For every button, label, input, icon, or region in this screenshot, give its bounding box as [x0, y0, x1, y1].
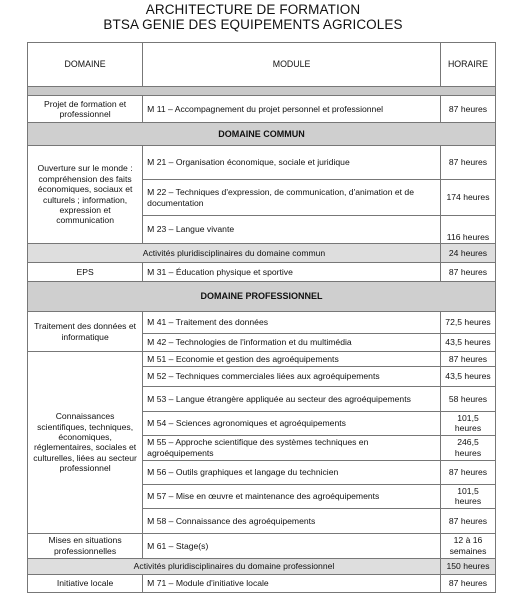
activites-label: Activités pluridisciplinaires du domaine commun [28, 244, 441, 263]
horaire-cell: 43,5 heures [440, 367, 495, 387]
activites-label: Activités pluridisciplinaires du domaine professionnel [28, 558, 441, 574]
horaire-cell: 174 heures [440, 180, 495, 216]
section-label: DOMAINE PROFESSIONNEL [28, 282, 496, 312]
domaine-cell: Traitement des données et informatique [28, 312, 143, 352]
header-domaine: DOMAINE [28, 43, 143, 87]
domaine-cell: Mises en situations professionnelles [28, 533, 143, 558]
module-cell: M 58 – Connaissance des agroéquipements [143, 508, 441, 533]
horaire-cell: 87 heures [440, 574, 495, 592]
activites-row-commun [28, 244, 496, 263]
horaire-cell: 87 heures [440, 460, 495, 484]
table-row [28, 574, 496, 592]
module-cell: M 42 – Technologies de l'information et du multimédia [143, 334, 441, 352]
domaine-cell: EPS [28, 263, 143, 282]
module-cell: M 31 – Éducation physique et sportive [143, 263, 441, 282]
horaire-cell: 87 heures [440, 263, 495, 282]
horaire-cell: 87 heures [440, 96, 495, 123]
module-cell: M 11 – Accompagnement du projet personnel et professionnel [143, 96, 441, 123]
horaire-cell: 116 heures [440, 216, 495, 244]
formation-table [27, 42, 496, 593]
horaire-cell: 24 heures [440, 244, 495, 263]
module-cell: M 23 – Langue vivante [143, 216, 441, 244]
table-row [28, 263, 496, 282]
horaire-cell: 87 heures [440, 508, 495, 533]
section-header-commun [28, 123, 496, 146]
module-cell: M 57 – Mise en œuvre et maintenance des agroéquipements [143, 484, 441, 508]
section-label: DOMAINE COMMUN [28, 123, 496, 146]
table-row [28, 312, 496, 334]
horaire-cell: 101,5 heures [440, 412, 495, 436]
header-module: MODULE [143, 43, 441, 87]
module-cell: M 61 – Stage(s) [143, 533, 441, 558]
module-cell: M 21 – Organisation économique, sociale et juridique [143, 146, 441, 180]
spacer-row [28, 87, 496, 96]
module-cell: M 71 – Module d'initiative locale [143, 574, 441, 592]
horaire-cell: 12 à 16 semaines [440, 533, 495, 558]
module-cell: M 54 – Sciences agronomiques et agroéquipements [143, 412, 441, 436]
domaine-cell: Projet de formation et professionnel [28, 96, 143, 123]
horaire-cell: 87 heures [440, 352, 495, 367]
module-cell: M 22 – Techniques d'expression, de communication, d'animation et de documentation [143, 180, 441, 216]
module-cell: M 56 – Outils graphiques et langage du technicien [143, 460, 441, 484]
table-row [28, 146, 496, 180]
domaine-cell: Initiative locale [28, 574, 143, 592]
activites-row-professionnel [28, 558, 496, 574]
table-row [28, 533, 496, 558]
document-title [0, 0, 506, 32]
domaine-cell: Ouverture sur le monde : compréhension des faits économiques, sociaux et culturels ; information, expression et communication [28, 146, 143, 244]
module-cell: M 55 – Approche scientifique des systèmes techniques en agroéquipements [143, 435, 441, 460]
table-row [28, 352, 496, 367]
horaire-cell: 150 heures [440, 558, 495, 574]
header-row [28, 43, 496, 87]
horaire-cell: 58 heures [440, 387, 495, 412]
horaire-cell: 87 heures [440, 146, 495, 180]
horaire-cell: 101,5 heures [440, 484, 495, 508]
domaine-cell: Connaissances scientifiques, techniques, économiques, réglementaires, sociales et culturelles, liées au secteur professionnel [28, 352, 143, 534]
title-line-2: BTSA GENIE DES EQUIPEMENTS AGRICOLES [103, 17, 403, 32]
module-cell: M 41 – Traitement des données [143, 312, 441, 334]
horaire-cell: 72,5 heures [440, 312, 495, 334]
section-header-professionnel [28, 282, 496, 312]
table-row [28, 96, 496, 123]
title-line-1: ARCHITECTURE DE FORMATION [145, 2, 361, 17]
horaire-cell: 246,5 heures [440, 435, 495, 460]
module-cell: M 51 – Economie et gestion des agroéquipements [143, 352, 441, 367]
header-horaire: HORAIRE [440, 43, 495, 87]
module-cell: M 52 – Techniques commerciales liées aux agroéquipements [143, 367, 441, 387]
horaire-cell: 43,5 heures [440, 334, 495, 352]
module-cell: M 53 – Langue étrangère appliquée au secteur des agroéquipements [143, 387, 441, 412]
